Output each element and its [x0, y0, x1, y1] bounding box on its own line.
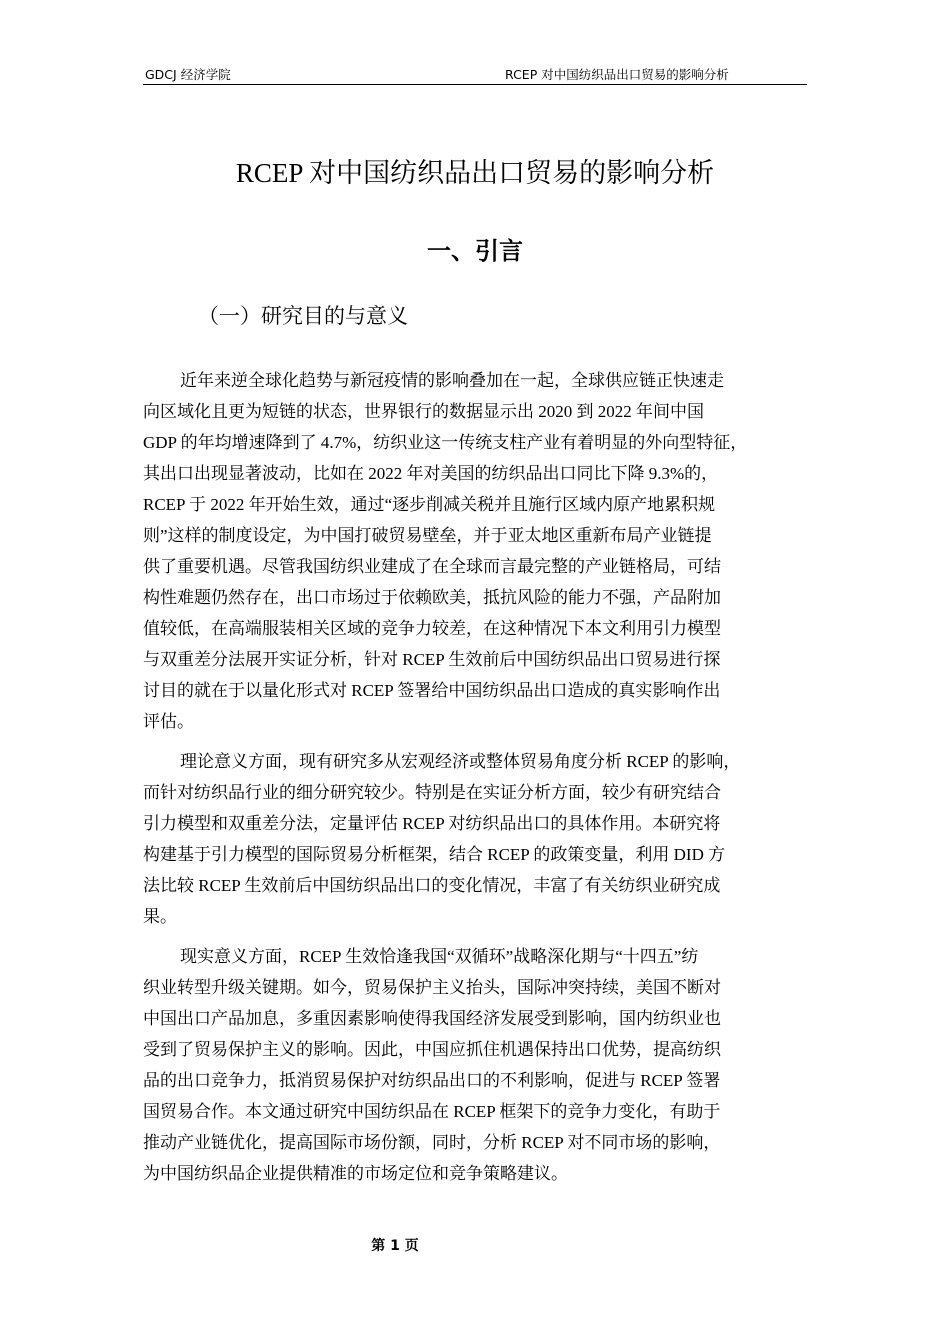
text-line: 国贸易合作。本文通过研究中国纺织品在 RCEP 框架下的竞争力变化，有助于 — [143, 1102, 721, 1121]
text-line: 供了重要机遇。尽管我国纺织业建成了在全球而言最完整的产业链格局，可结 — [143, 557, 721, 576]
header-institution: GDCJ 经济学院 — [145, 67, 231, 82]
text-line: 构建基于引力模型的国际贸易分析框架，结合 RCEP 的政策变量，利用 DID 方 — [143, 845, 726, 864]
text-line: 推动产业链优化，提高国际市场份额，同时，分析 RCEP 对不同市场的影响， — [143, 1133, 721, 1152]
body-text — [143, 365, 809, 1198]
page-header — [143, 66, 807, 85]
text-line: 现实意义方面，RCEP 生效恰逢我国“双循环”战略深化期与“十四五”纺 — [180, 947, 699, 966]
paragraph-practical-significance — [143, 941, 809, 1189]
text-line: 则”这样的制度设定，为中国打破贸易壁垒，并于亚太地区重新布局产业链提 — [143, 526, 712, 545]
text-line: 法比较 RCEP 生效前后中国纺织品出口的变化情况，丰富了有关纺织业研究成 — [143, 876, 721, 895]
text-line: 中国出口产品加息，多重因素影响使得我国经济发展受到影响，国内纺织业也 — [143, 1009, 721, 1028]
text-line: 评估。 — [143, 712, 194, 731]
header-running-title: RCEP 对中国纺织品出口贸易的影响分析 — [505, 67, 729, 82]
text-line: 受到了贸易保护主义的影响。因此，中国应抓住机遇保持出口优势，提高纺织 — [143, 1040, 721, 1059]
text-line: 为中国纺织品企业提供精准的市场定位和竞争策略建议。 — [143, 1164, 568, 1183]
document-title: RCEP 对中国纺织品出口贸易的影响分析 — [235, 158, 715, 188]
paragraph-theoretical-significance — [143, 746, 809, 932]
text-line: 构性难题仍然存在，出口市场过于依赖欧美，抵抗风险的能力不强，产品附加 — [143, 588, 721, 607]
text-line: 讨目的就在于以量化形式对 RCEP 签署给中国纺织品出口造成的真实影响作出 — [143, 681, 721, 700]
paragraph-purpose — [143, 365, 809, 737]
section-heading: 一、引言 — [427, 237, 523, 265]
text-line: 与双重差分法展开实证分析，针对 RCEP 生效前后中国纺织品出口贸易进行探 — [143, 650, 721, 669]
text-line: 品的出口竞争力，抵消贸易保护对纺织品出口的不利影响，促进与 RCEP 签署 — [143, 1071, 721, 1090]
page-number: 第 1 页 — [371, 1238, 419, 1254]
text-line: 引力模型和双重差分法，定量评估 RCEP 对纺织品出口的具体作用。本研究将 — [143, 814, 721, 833]
text-line: 理论意义方面，现有研究多从宏观经济或整体贸易角度分析 RCEP 的影响， — [180, 752, 741, 771]
text-line: 近年来逆全球化趋势与新冠疫情的影响叠加在一起，全球供应链正快速走 — [180, 371, 724, 390]
text-line: 而针对纺织品行业的细分研究较少。特别是在实证分析方面，较少有研究结合 — [143, 783, 721, 802]
text-line: GDP 的年均增速降到了 4.7%，纺织业这一传统支柱产业有着明显的外向型特征， — [143, 433, 748, 452]
text-line: 值较低，在高端服装相关区域的竞争力较差，在这种情况下本文利用引力模型 — [143, 619, 721, 638]
text-line: RCEP 于 2022 年开始生效，通过“逐步削减关税并且施行区域内原产地累积规 — [143, 495, 716, 514]
text-line: 其出口出现显著波动，比如在 2022 年对美国的纺织品出口同比下降 9.3%的， — [143, 464, 719, 483]
text-line: 织业转型升级关键期。如今，贸易保护主义抬头，国际冲突持续，美国不断对 — [143, 978, 721, 997]
subsection-heading: （一）研究目的与意义 — [198, 304, 408, 328]
text-line: 果。 — [143, 907, 177, 926]
text-line: 向区域化且更为短链的状态，世界银行的数据显示出 2020 到 2022 年间中国 — [143, 402, 704, 421]
